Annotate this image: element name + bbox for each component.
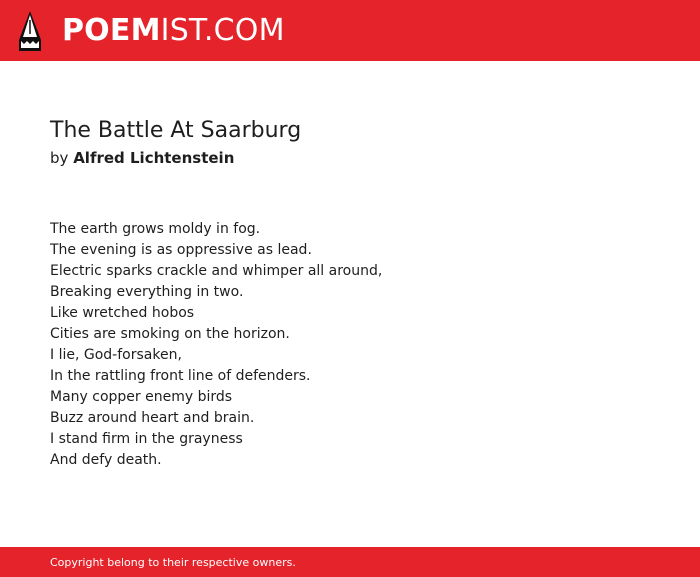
copyright-text: Copyright belong to their respective owners. xyxy=(50,556,296,569)
logo-text-light: IST.COM xyxy=(160,13,285,48)
poem-line: The earth grows moldy in fog. xyxy=(50,221,261,237)
poem-line: In the rattling front line of defenders. xyxy=(50,368,311,384)
by-label: by xyxy=(50,149,69,167)
poem-line: And defy death. xyxy=(50,452,162,468)
poem-byline xyxy=(50,148,650,168)
poem-text xyxy=(50,219,650,471)
site-footer xyxy=(0,547,700,577)
site-logo-text xyxy=(62,15,285,47)
pen-nib-icon xyxy=(18,10,42,52)
poem-line: The evening is as oppressive as lead. xyxy=(50,242,312,258)
poem-line: Breaking everything in two. xyxy=(50,284,244,300)
poem-line: Cities are smoking on the horizon. xyxy=(50,326,290,342)
poem-line: Buzz around heart and brain. xyxy=(50,410,255,426)
poem-line: Electric sparks crackle and whimper all around, xyxy=(50,263,383,279)
poem-title: The Battle At Saarburg xyxy=(50,118,302,143)
poem-line: I stand firm in the grayness xyxy=(50,431,243,447)
site-header xyxy=(0,0,700,61)
poem-line: I lie, God-forsaken, xyxy=(50,347,182,363)
poem-content xyxy=(50,116,650,471)
logo-text-bold: POEM xyxy=(62,13,161,48)
poem-line: Many copper enemy birds xyxy=(50,389,233,405)
poem-line: Like wretched hobos xyxy=(50,305,195,321)
poem-author: Alfred Lichtenstein xyxy=(73,149,235,167)
site-logo-link[interactable] xyxy=(18,8,285,54)
